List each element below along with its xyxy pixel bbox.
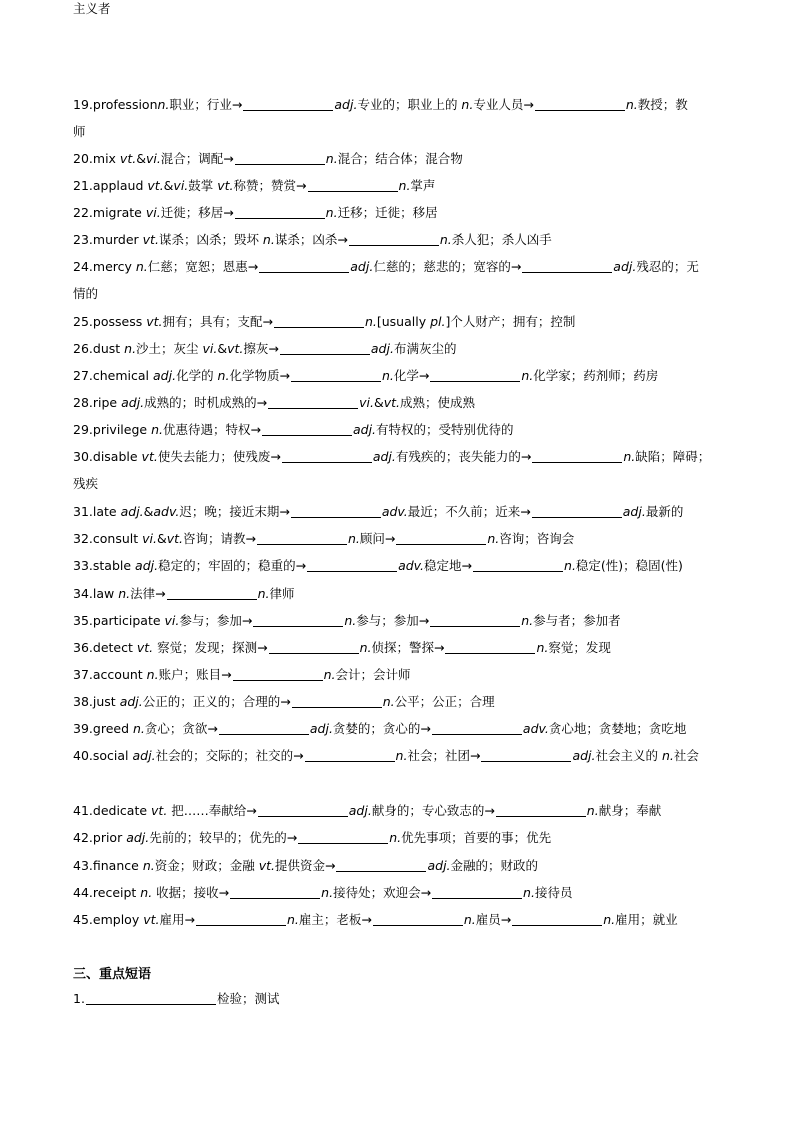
part-of-speech: n.	[140, 885, 153, 900]
answer-blank[interactable]	[291, 368, 381, 382]
headword: late	[92, 504, 121, 519]
headword: participate	[92, 613, 165, 628]
definition-text: 迟；晚；接近末期→	[179, 504, 290, 519]
part-of-speech: n.	[564, 558, 576, 573]
definition-text: [usually	[376, 314, 431, 329]
headword: privilege	[92, 422, 152, 437]
answer-blank[interactable]	[305, 748, 395, 762]
answer-blank[interactable]	[291, 504, 381, 518]
part-of-speech: vt.	[147, 178, 164, 193]
answer-blank[interactable]	[274, 314, 364, 328]
part-of-speech: adj.	[348, 803, 372, 818]
answer-blank[interactable]	[481, 748, 571, 762]
item-number: 23.	[73, 232, 93, 247]
definition-text: 资金；财政；金融	[154, 858, 259, 873]
definition-text: 混合；调配→	[160, 151, 234, 166]
definition-text: 侦探；警探→	[371, 640, 445, 655]
answer-blank[interactable]	[522, 259, 612, 273]
item-number: 31.	[73, 504, 93, 519]
vocab-item-41	[73, 802, 723, 820]
part-of-speech: n.	[398, 178, 411, 193]
answer-blank[interactable]	[445, 640, 535, 654]
part-of-speech: vt.	[142, 232, 159, 247]
definition-text: 献身；奉献	[598, 803, 662, 818]
item-number: 41.	[73, 803, 93, 818]
vocab-item-24	[73, 258, 723, 276]
part-of-speech: adj.	[622, 504, 646, 519]
part-of-speech: adj.	[352, 422, 377, 437]
part-of-speech: vt.	[146, 314, 163, 329]
definition-text: 混合；结合体；混合物	[337, 151, 463, 166]
definition-text: &	[217, 341, 228, 356]
headword: applaud	[92, 178, 148, 193]
part-of-speech: adj.	[613, 259, 637, 274]
answer-blank[interactable]	[282, 449, 372, 463]
part-of-speech: adv.	[398, 558, 425, 573]
definition-continuation: 师	[73, 124, 86, 139]
part-of-speech: n.	[321, 885, 334, 900]
part-of-speech: adv.	[153, 504, 180, 519]
headword: finance	[92, 858, 143, 873]
answer-blank[interactable]	[307, 558, 397, 572]
definition-text: 贪心；贪欲→	[144, 721, 218, 736]
part-of-speech: vi.	[173, 178, 189, 193]
definition-text: 残忍的；无	[636, 259, 699, 274]
definition-text: 雇用→	[159, 912, 195, 927]
item-number: 42.	[73, 830, 93, 845]
headword: dedicate	[92, 803, 152, 818]
part-of-speech: n.	[323, 667, 336, 682]
headword: detect	[92, 640, 137, 655]
part-of-speech: n.	[132, 721, 145, 736]
definition-continuation: 情的	[73, 286, 99, 301]
vocab-item-28	[73, 394, 723, 412]
part-of-speech: vt.	[119, 151, 137, 166]
item-number: 22.	[73, 205, 93, 220]
part-of-speech: n.	[381, 368, 394, 383]
part-of-speech: n.	[146, 667, 159, 682]
definition-text: 化学物质→	[229, 368, 290, 383]
definition-text: 布满灰尘的	[393, 341, 457, 356]
definition-text: 贪心地；贪婪地；贪吃地	[548, 721, 687, 736]
definition-text: 金融的；财政的	[450, 858, 539, 873]
part-of-speech: vt.	[151, 803, 168, 818]
answer-blank[interactable]	[496, 803, 586, 817]
definition-text: ]个人财产；拥有；控制	[445, 314, 576, 329]
part-of-speech: vt.	[217, 178, 234, 193]
headword: dust	[92, 341, 125, 356]
part-of-speech: n.	[151, 422, 163, 437]
part-of-speech: vi.	[145, 151, 161, 166]
definition-text: 优惠待遇；特权→	[162, 422, 261, 437]
definition-text: 参与；参加→	[356, 613, 430, 628]
part-of-speech: adj.	[121, 395, 145, 410]
answer-blank[interactable]	[257, 531, 347, 545]
definition-text: 献身的；专心致志的→	[371, 803, 495, 818]
answer-blank[interactable]	[532, 449, 622, 463]
answer-blank[interactable]	[298, 830, 388, 844]
headword: law	[92, 586, 119, 601]
headword: prior	[92, 830, 127, 845]
definition-text: 公平；公正；合理	[394, 694, 495, 709]
vocab-item-32	[73, 530, 723, 548]
definition-text: 缺陷；障碍；	[635, 449, 711, 464]
item-number: 37.	[73, 667, 93, 682]
answer-blank[interactable]	[219, 721, 309, 735]
definition-text: 仁慈的；慈悲的；宽容的→	[373, 259, 522, 274]
part-of-speech: vt.	[143, 912, 160, 927]
answer-blank[interactable]	[253, 613, 343, 627]
answer-blank[interactable]	[243, 97, 333, 111]
vocab-item-38	[73, 693, 723, 711]
definition-text: 化学→	[393, 368, 430, 383]
part-of-speech: n.	[487, 531, 500, 546]
part-of-speech: n.	[364, 314, 377, 329]
vocab-item-22	[73, 204, 723, 222]
answer-blank[interactable]	[532, 504, 622, 518]
part-of-speech: vt.	[227, 341, 244, 356]
vocab-item-42	[73, 829, 723, 847]
answer-blank[interactable]	[86, 991, 216, 1005]
part-of-speech: vt.	[136, 640, 154, 655]
definition-text: 公正的；正义的；合理的→	[142, 694, 291, 709]
definition-text: 接待员	[534, 885, 573, 900]
vocab-item-39	[73, 720, 723, 738]
part-of-speech: adj.	[135, 558, 159, 573]
part-of-speech: n.	[603, 912, 616, 927]
headword: murder	[92, 232, 143, 247]
answer-blank[interactable]	[308, 178, 398, 192]
answer-blank[interactable]	[430, 368, 520, 382]
definition-text: 社会主义的	[595, 748, 662, 763]
vocab-item-20	[73, 150, 723, 168]
answer-blank[interactable]	[336, 858, 426, 872]
answer-blank[interactable]	[233, 667, 323, 681]
answer-blank[interactable]	[269, 640, 359, 654]
answer-blank[interactable]	[430, 613, 520, 627]
part-of-speech: n.	[523, 885, 535, 900]
definition-text: 专业人员→	[473, 97, 534, 112]
part-of-speech: vt.	[383, 395, 401, 410]
headword: social	[92, 748, 133, 763]
vocab-item-36	[73, 639, 723, 657]
definition-text: &	[163, 178, 174, 193]
vocab-item-40	[73, 747, 723, 765]
definition-text: &	[156, 531, 167, 546]
answer-blank[interactable]	[535, 97, 625, 111]
part-of-speech: n.	[124, 341, 137, 356]
definition-text: 最近；不久前；近来→	[407, 504, 531, 519]
headword: mercy	[92, 259, 136, 274]
definition-text: 谋杀；凶杀；毁坏	[158, 232, 263, 247]
part-of-speech: n.	[395, 748, 408, 763]
item-number: 29.	[73, 422, 93, 437]
item-number: 19.	[73, 97, 93, 112]
definition-text: 仁慈；宽恕；恩惠→	[147, 259, 259, 274]
item-number: 43.	[73, 858, 93, 873]
part-of-speech: adj.	[126, 830, 150, 845]
part-of-speech: vt.	[258, 858, 275, 873]
part-of-speech: n.	[142, 858, 155, 873]
answer-blank[interactable]	[396, 531, 486, 545]
item-number: 28.	[73, 395, 93, 410]
item-number: 26.	[73, 341, 93, 356]
vocab-item-19	[73, 96, 723, 114]
vocab-item-45	[73, 911, 723, 929]
part-of-speech: n.	[217, 368, 230, 383]
part-of-speech: n.	[325, 205, 338, 220]
part-of-speech: n.	[463, 912, 476, 927]
definition-text: 律师	[269, 586, 295, 601]
definition-text: 成熟的；时机成熟的→	[144, 395, 268, 410]
part-of-speech: vt.	[141, 449, 158, 464]
answer-blank[interactable]	[349, 232, 439, 246]
part-of-speech: vi.	[142, 531, 157, 546]
answer-blank[interactable]	[262, 422, 352, 436]
answer-blank[interactable]	[292, 694, 382, 708]
definition-text: 成熟；使成熟	[400, 395, 476, 410]
item-number: 45.	[73, 912, 93, 927]
definition-text: 雇员→	[475, 912, 512, 927]
definition-text: 有特权的；受特别优待的	[376, 422, 514, 437]
definition-text: 稳定地→	[424, 558, 473, 573]
part-of-speech: pl.	[430, 314, 446, 329]
part-of-speech: n.	[625, 97, 638, 112]
part-of-speech: adj.	[372, 449, 396, 464]
headword: chemical	[92, 368, 154, 383]
item-number: 36.	[73, 640, 93, 655]
part-of-speech: n.	[623, 449, 636, 464]
part-of-speech: n.	[262, 232, 275, 247]
definition-text: 拥有；具有；支配→	[162, 314, 273, 329]
definition-text: 会计；会计师	[335, 667, 411, 682]
section-heading: 三、重点短语	[73, 967, 152, 982]
definition-text: &	[136, 151, 146, 166]
phrase-item-1	[73, 990, 723, 1008]
answer-blank[interactable]	[373, 912, 463, 926]
definition-text: 先前的；较早的；优先的→	[149, 830, 298, 845]
headword: migrate	[92, 205, 146, 220]
answer-blank[interactable]	[258, 803, 348, 817]
definition-text: 迁移；迁徙；移居	[337, 205, 438, 220]
definition-text: 最新的	[645, 504, 684, 519]
headword: greed	[92, 721, 133, 736]
answer-blank[interactable]	[259, 259, 349, 273]
vocab-item-21	[73, 177, 723, 195]
part-of-speech: vi.	[164, 613, 180, 628]
item-number: 35.	[73, 613, 93, 628]
item-number: 25.	[73, 314, 93, 329]
vocab-item-35	[73, 612, 723, 630]
answer-blank[interactable]	[432, 721, 522, 735]
vocab-item-26	[73, 340, 723, 358]
vocab-item-43	[73, 857, 723, 875]
part-of-speech: n.	[359, 640, 372, 655]
part-of-speech: adj.	[309, 721, 333, 736]
definition-text: 擦灰→	[243, 341, 279, 356]
definition-text: 教授；教	[637, 97, 688, 112]
part-of-speech: adj.	[427, 858, 451, 873]
vocab-item-30	[73, 448, 723, 466]
part-of-speech: vi.	[202, 341, 218, 356]
part-of-speech: adv.	[522, 721, 549, 736]
headword: disable	[92, 449, 142, 464]
definition-text: &	[373, 395, 384, 410]
definition-text: 鼓掌	[188, 178, 218, 193]
vocab-item-33	[73, 557, 723, 575]
definition-text: 察觉；发现；探测→	[153, 640, 268, 655]
part-of-speech: n.	[286, 912, 299, 927]
part-of-speech: vt.	[166, 531, 183, 546]
part-of-speech: n.	[347, 531, 360, 546]
definition-continuation: 残疾	[73, 476, 99, 491]
definition-text: 接待处；欢迎会→	[333, 885, 432, 900]
part-of-speech: adj.	[132, 748, 156, 763]
part-of-speech: n.	[157, 97, 170, 112]
definition-text: 职业；行业→	[169, 97, 243, 112]
definition-text: 使失去能力；使残废→	[157, 449, 281, 464]
vocab-item-23	[73, 231, 723, 249]
part-of-speech: n.	[118, 586, 131, 601]
part-of-speech: n.	[586, 803, 599, 818]
answer-blank[interactable]	[280, 341, 370, 355]
definition-text: 社会的；交际的；社交的→	[155, 748, 304, 763]
part-of-speech: adj.	[119, 694, 143, 709]
answer-blank[interactable]	[235, 205, 325, 219]
item-number: 44.	[73, 885, 93, 900]
answer-blank[interactable]	[230, 885, 320, 899]
definition-text: &	[143, 504, 154, 519]
headword: employ	[92, 912, 144, 927]
answer-blank[interactable]	[268, 395, 358, 409]
headword: ripe	[92, 395, 122, 410]
definition-text: 把……奉献给→	[167, 803, 257, 818]
phrase-number: 1.	[73, 991, 85, 1006]
phrase-meaning: 检验；测试	[216, 991, 280, 1006]
item-number: 24.	[73, 259, 93, 274]
part-of-speech: n.	[325, 151, 338, 166]
item-number: 40.	[73, 748, 93, 763]
part-of-speech: adj.	[153, 368, 177, 383]
definition-text: 咨询；请教→	[183, 531, 256, 546]
answer-blank[interactable]	[432, 885, 522, 899]
definition-text: 优先事项；首要的事；优先	[401, 830, 552, 845]
definition-text: 雇用；就业	[615, 912, 678, 927]
headword: stable	[92, 558, 136, 573]
vocab-item-25	[73, 313, 723, 331]
part-of-speech: n.	[521, 368, 534, 383]
answer-blank[interactable]	[167, 586, 257, 600]
part-of-speech: n.	[439, 232, 452, 247]
answer-blank[interactable]	[512, 912, 602, 926]
definition-text: 收据；接收→	[152, 885, 230, 900]
item-number: 30.	[73, 449, 93, 464]
definition-text: 沙土；灰尘	[136, 341, 203, 356]
part-of-speech: adj.	[120, 504, 144, 519]
definition-text: 稳定(性)；稳固(性)	[575, 558, 683, 573]
definition-text: 化学家；药剂师；药房	[533, 368, 659, 383]
item-number: 32.	[73, 531, 93, 546]
item-number: 38.	[73, 694, 93, 709]
headword: consult	[92, 531, 143, 546]
vocab-item-29	[73, 421, 723, 439]
definition-text: 称赞；赞赏→	[233, 178, 307, 193]
definition-text: 迁徙；移居→	[160, 205, 234, 220]
vocab-item-44	[73, 884, 723, 902]
item-number: 27.	[73, 368, 93, 383]
part-of-speech: n.	[521, 613, 534, 628]
definition-text: 有残疾的；丧失能力的→	[395, 449, 532, 464]
headword: receipt	[92, 885, 141, 900]
definition-text: 参与者；参加者	[533, 613, 621, 628]
item-number: 21.	[73, 178, 93, 193]
part-of-speech: adj.	[334, 97, 358, 112]
headword: just	[92, 694, 120, 709]
vocab-item-27	[73, 367, 723, 385]
definition-text: 专业的；职业上的	[357, 97, 462, 112]
part-of-speech: n.	[389, 830, 402, 845]
part-of-speech: adj.	[370, 341, 394, 356]
definition-text: 账户；账目→	[158, 667, 232, 682]
part-of-speech: vi.	[145, 205, 161, 220]
definition-text: 雇主；老板→	[298, 912, 372, 927]
definition-text: 掌声	[410, 178, 436, 193]
part-of-speech: n.	[536, 640, 549, 655]
definition-text: 谋杀；凶杀→	[274, 232, 348, 247]
part-of-speech: n.	[344, 613, 357, 628]
part-of-speech: adj.	[350, 259, 374, 274]
definition-text: 化学的	[176, 368, 218, 383]
vocab-item-37	[73, 666, 723, 684]
answer-blank[interactable]	[235, 151, 325, 165]
part-of-speech: n.	[461, 97, 474, 112]
part-of-speech: n.	[135, 259, 148, 274]
definition-text: 社会；社团→	[407, 748, 481, 763]
item-number: 33.	[73, 558, 93, 573]
definition-text: 察觉；发现	[548, 640, 611, 655]
part-of-speech: n.	[661, 748, 674, 763]
definition-text: 贪婪的；贪心的→	[332, 721, 431, 736]
vocab-item-34	[73, 585, 723, 603]
part-of-speech: adj.	[572, 748, 596, 763]
part-of-speech: n.	[257, 586, 270, 601]
part-of-speech: adv.	[381, 504, 408, 519]
item-number: 39.	[73, 721, 93, 736]
headword: possess	[92, 314, 147, 329]
definition-text: 法律→	[130, 586, 166, 601]
definition-text: 社会	[673, 748, 699, 763]
headword: profession	[92, 97, 158, 112]
definition-text: 提供资金→	[274, 858, 336, 873]
definition-continuation: 主义者	[73, 1, 111, 16]
part-of-speech: n.	[382, 694, 395, 709]
item-number: 20.	[73, 151, 93, 166]
definition-text: 咨询；咨询会	[499, 531, 575, 546]
answer-blank[interactable]	[196, 912, 286, 926]
definition-text: 顾问→	[359, 531, 396, 546]
definition-text: 参与；参加→	[179, 613, 253, 628]
part-of-speech: vi.	[359, 395, 374, 410]
definition-text: 稳定的；牢固的；稳重的→	[158, 558, 307, 573]
headword: mix	[92, 151, 120, 166]
answer-blank[interactable]	[473, 558, 563, 572]
headword: account	[92, 667, 147, 682]
item-number: 34.	[73, 586, 93, 601]
definition-text: 杀人犯；杀人凶手	[451, 232, 552, 247]
vocab-item-31	[73, 503, 723, 521]
